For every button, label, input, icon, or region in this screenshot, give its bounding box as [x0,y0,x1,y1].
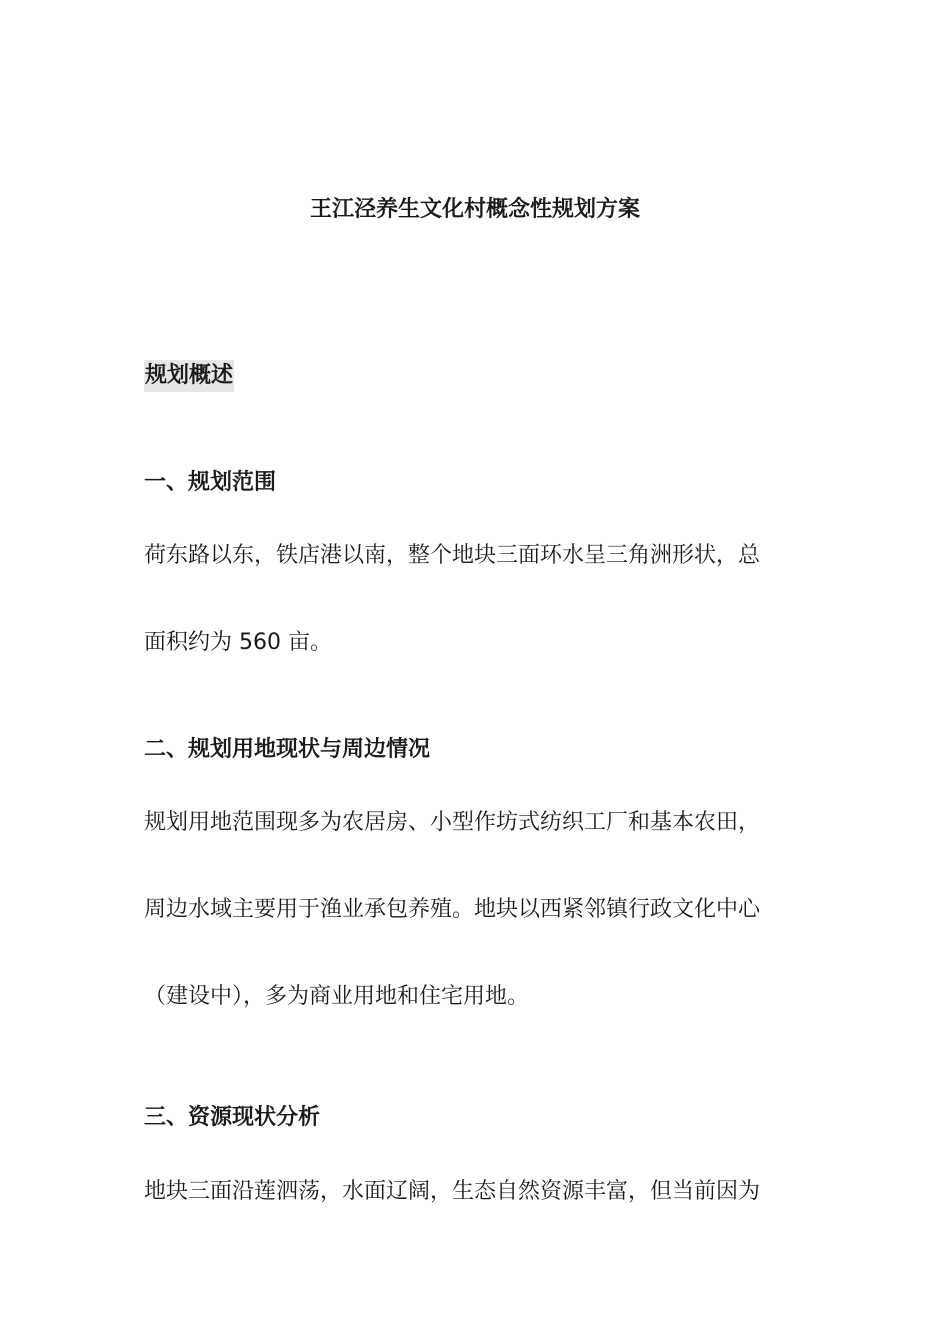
paragraph-line: （建设中），多为商业用地和住宅用地。 [144,984,530,1009]
paragraph-line: 面积约为 560 亩。 [144,630,332,655]
paragraph-line: 荷东路以东，铁店港以南，整个地块三面环水呈三角洲形状，总 [144,543,761,568]
overview-label: 规划概述 [144,360,234,392]
paragraph-line: 地块三面沿莲泗荡，水面辽阔，生态自然资源丰富，但当前因为 [144,1179,761,1204]
document-title: 王江泾养生文化村概念性规划方案 [309,197,640,222]
section-heading-resources: 三、资源现状分析 [144,1105,321,1130]
paragraph-line: 周边水域主要用于渔业承包养殖。地块以西紧邻镇行政文化中心 [144,897,761,922]
section-heading-status: 二、规划用地现状与周边情况 [144,737,431,762]
section-heading-scope: 一、规划范围 [144,470,277,495]
paragraph-line: 规划用地范围现多为农居房、小型作坊式纺织工厂和基本农田， [144,810,761,835]
